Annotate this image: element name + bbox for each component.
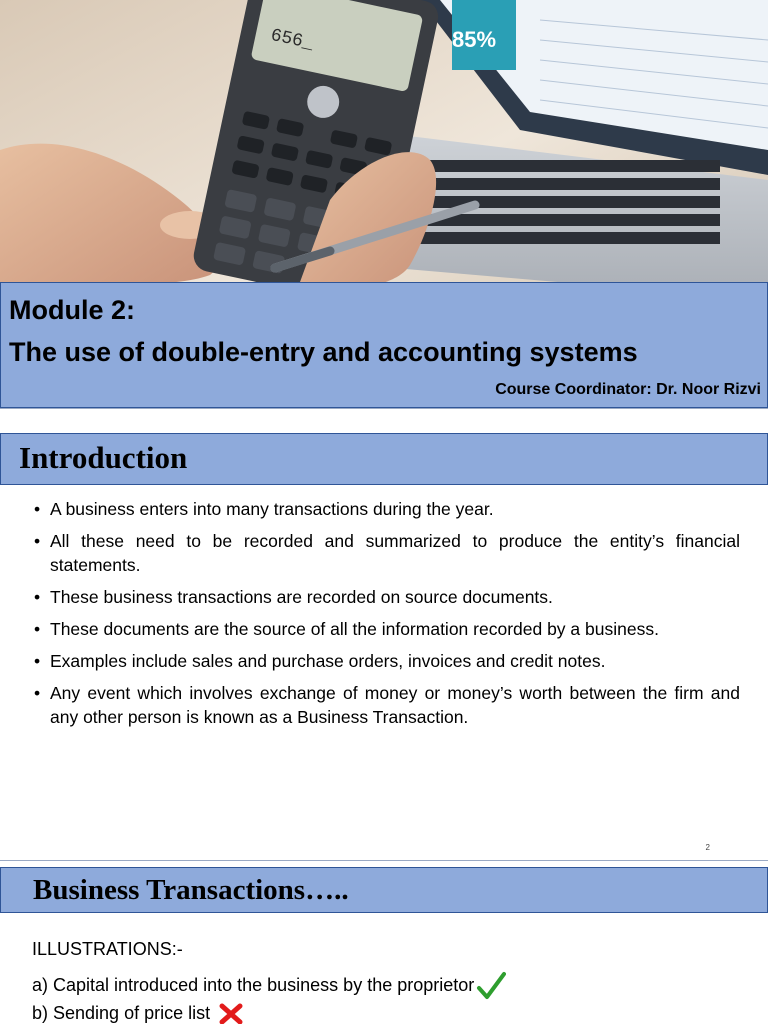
bullet-item xyxy=(34,497,740,521)
introduction-slide xyxy=(0,408,768,861)
bullet-icon: • xyxy=(34,531,41,551)
bullet-item xyxy=(34,529,740,577)
title-slide xyxy=(0,0,768,408)
title-box xyxy=(0,282,768,376)
course-coordinator: Course Coordinator: Dr. Noor Rizvi xyxy=(495,381,761,398)
bullet-text: Any event which involves exchange of money or money’s worth between the firm and any other person is known as a Business Transaction. xyxy=(50,683,740,727)
bullet-item xyxy=(34,617,740,641)
illustrations-label: ILLUSTRATIONS:- xyxy=(32,939,183,959)
bullet-icon: • xyxy=(34,683,41,703)
bullet-text: These business transactions are recorded on source documents. xyxy=(50,587,553,607)
calculator-display: 656_ xyxy=(268,25,316,55)
illustration-item-b xyxy=(32,1003,244,1024)
bullet-icon: • xyxy=(34,587,41,607)
bullet-text: These documents are the source of all the information recorded by a business. xyxy=(50,619,659,639)
page-number: 2 xyxy=(705,843,710,852)
screen-percent: 85% xyxy=(452,27,497,52)
bullet-text: All these need to be recorded and summarized to produce the entity’s financial statements. xyxy=(50,531,740,575)
bullet-item xyxy=(34,649,740,673)
bullet-text: A business enters into many transactions during the year. xyxy=(50,499,494,519)
business-transactions-slide xyxy=(0,860,768,1024)
module-title: Module 2: xyxy=(9,295,135,325)
business-transactions-heading: Business Transactions….. xyxy=(33,874,349,906)
introduction-header-bar xyxy=(0,433,768,485)
illustration-item-a-text: a) Capital introduced into the business by the proprietor xyxy=(32,974,475,995)
business-transactions-header-bar xyxy=(0,867,768,913)
coordinator-bar xyxy=(0,375,768,408)
module-subtitle: The use of double-entry and accounting systems xyxy=(9,337,638,367)
cross-icon xyxy=(218,1003,244,1024)
bullet-icon: • xyxy=(34,651,41,671)
illustration-item-a xyxy=(32,971,506,1001)
bullet-icon: • xyxy=(34,619,41,639)
bullet-item xyxy=(34,585,740,609)
illustration-item-b-text: b) Sending of price list xyxy=(32,1003,211,1023)
bullet-item xyxy=(34,681,740,729)
introduction-bullet-list xyxy=(34,497,740,737)
introduction-heading: Introduction xyxy=(19,440,188,475)
bullet-text: Examples include sales and purchase orders, invoices and credit notes. xyxy=(50,651,606,671)
bullet-icon: • xyxy=(34,499,41,519)
check-icon xyxy=(476,971,506,1001)
